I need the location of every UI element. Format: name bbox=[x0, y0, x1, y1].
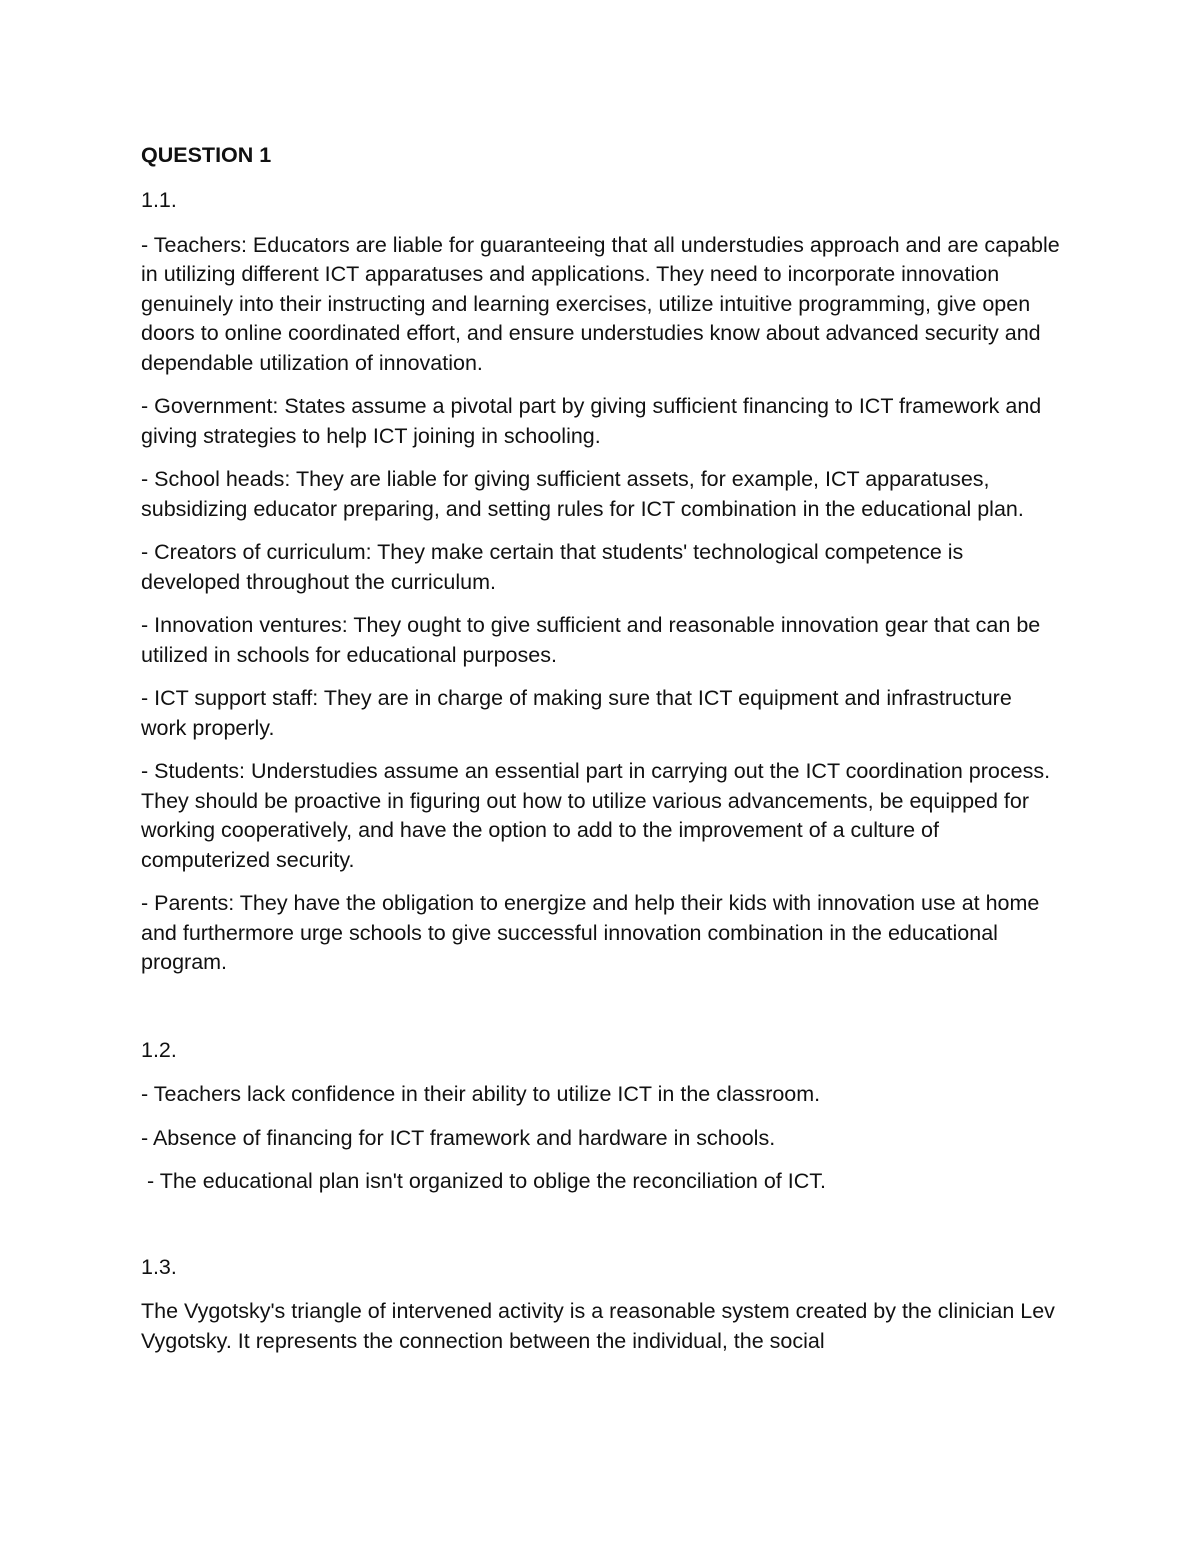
paragraph-teachers: - Teachers: Educators are liable for guaranteeing that all understudies approach and are capable in utilizing different ICT apparatuses and applications. They need to incorporate innovation genuinely into their instructing and learning exercises, utilize intuitive programming, give open doors to online coordinated effort, and ensure understudies know about advanced security and dependable utilization of innovation. bbox=[141, 232, 1060, 375]
paragraph-students: - Students: Understudies assume an essential part in carrying out the ICT coordination process. They should be proactive in figuring out how to utilize various advancements, be equipped for working cooperatively, and have the option to add to the improvement of a culture of computerized security. bbox=[141, 759, 1051, 872]
paragraph-ict-support-staff: - ICT support staff: They are in charge of making sure that ICT equipment and infrastructure work properly. bbox=[141, 686, 1012, 740]
blank-line bbox=[141, 1211, 1061, 1253]
paragraph-teacher-confidence: - Teachers lack confidence in their ability to utilize ICT in the classroom. bbox=[141, 1082, 821, 1106]
section-label: 1.3. bbox=[141, 1254, 177, 1279]
section-1-3 bbox=[141, 1253, 1061, 1357]
document-body bbox=[141, 139, 1061, 1370]
question-heading: QUESTION 1 bbox=[141, 143, 272, 167]
section-label: 1.2. bbox=[141, 1037, 177, 1062]
paragraph-innovation-ventures: - Innovation ventures: They ought to give sufficient and reasonable innovation gear that can be utilized in schools for educational purposes. bbox=[141, 613, 1041, 667]
paragraph-curriculum-creators: - Creators of curriculum: They make certain that students' technological competence is developed throughout the curriculum. bbox=[141, 540, 964, 594]
section-label: 1.1. bbox=[141, 188, 177, 212]
blank-line bbox=[141, 992, 1061, 1036]
section-1-1 bbox=[141, 186, 1061, 978]
paragraph-parents: - Parents: They have the obligation to energize and help their kids with innovation use at home and furthermore urge schools to give successful innovation combination in the educational program. bbox=[141, 891, 1040, 974]
section-1-2 bbox=[141, 1036, 1061, 1197]
paragraph-financing: - Absence of financing for ICT framework and hardware in schools. bbox=[141, 1125, 776, 1150]
paragraph-vygotsky: The Vygotsky's triangle of intervened activity is a reasonable system created by the clinician Lev Vygotsky. It represents the connection between the individual, the social bbox=[141, 1299, 1055, 1353]
paragraph-school-heads: - School heads: They are liable for giving sufficient assets, for example, ICT apparatuses, subsidizing educator preparing, and setting rules for ICT combination in the educational plan. bbox=[141, 467, 1024, 521]
paragraph-educational-plan: - The educational plan isn't organized to oblige the reconciliation of ICT. bbox=[141, 1169, 826, 1193]
paragraph-government: - Government: States assume a pivotal part by giving sufficient financing to ICT framework and giving strategies to help ICT joining in schooling. bbox=[141, 394, 1042, 448]
